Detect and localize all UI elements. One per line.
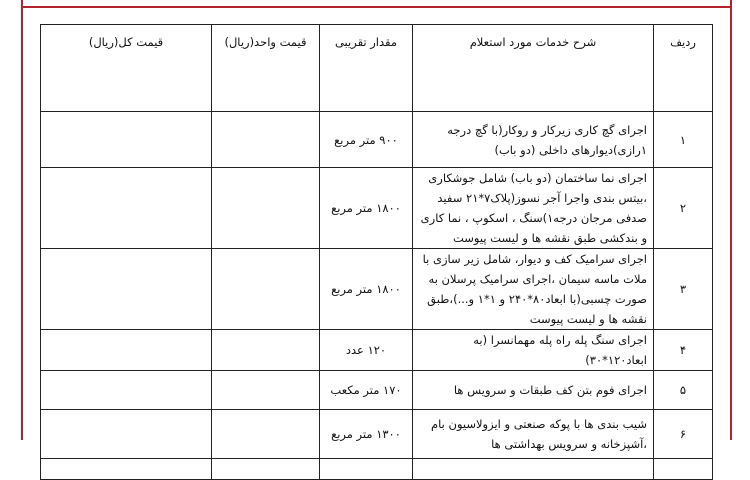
row-description (413, 459, 654, 480)
row-total-price (41, 112, 212, 168)
row-description: اجرای گچ کاری زیرکار و روکار(با گچ درجه ۱رازی)دیوارهای داخلی (دو باب) (413, 112, 654, 168)
row-total-price (41, 459, 212, 480)
row-number: ۵ (654, 371, 713, 410)
row-unit-price (212, 112, 320, 168)
row-number: ۳ (654, 249, 713, 330)
row-number: ۶ (654, 410, 713, 459)
table-row (41, 410, 713, 459)
row-quantity: ۱۸۰۰ متر مربع (320, 249, 413, 330)
row-total-price (41, 371, 212, 410)
page-border-top (21, 0, 732, 8)
row-description: اجرای فوم بتن کف طبقات و سرویس ها (413, 371, 654, 410)
row-unit-price (212, 371, 320, 410)
inquiry-table (40, 24, 713, 480)
header-description: شرح خدمات مورد استعلام (413, 25, 654, 112)
row-unit-price (212, 249, 320, 330)
table-row (41, 168, 713, 249)
row-description: شیب بندی ها با پوکه صنعتی و ایزولاسیون بام ،آشپزخانه و سرویس بهداشتی ها (413, 410, 654, 459)
row-quantity: ۱۸۰۰ متر مربع (320, 168, 413, 249)
header-total-price: قیمت کل(ریال) (41, 25, 212, 112)
row-total-price (41, 168, 212, 249)
row-quantity: ۹۰۰ متر مربع (320, 112, 413, 168)
row-description: اجرای سنگ پله راه پله مهمانسرا (به ابعاد۱۲۰*۳۰) (413, 330, 654, 371)
row-total-price (41, 330, 212, 371)
header-row-no: ردیف (654, 25, 713, 112)
row-quantity: ۱۳۰۰ متر مربع (320, 410, 413, 459)
row-total-price (41, 410, 212, 459)
row-quantity: ۱۷۰ متر مکعب (320, 371, 413, 410)
row-quantity: ۱۲۰ عدد (320, 330, 413, 371)
table-row (41, 330, 713, 371)
table-row (41, 112, 713, 168)
row-unit-price (212, 459, 320, 480)
table-row (41, 371, 713, 410)
row-number: ۲ (654, 168, 713, 249)
header-quantity: مقدار تقریبی (320, 25, 413, 112)
table-row (41, 249, 713, 330)
row-number (654, 459, 713, 480)
row-unit-price (212, 410, 320, 459)
row-description: اجرای نما ساختمان (دو باب) شامل جوشکاری ،بیتس بندی واجرا آجر نسوز(پلاک۷*۲۱ سفید صدفی مرجان درجه۱)سنگ ، اسکوپ ، نما کاری و بندکشی طبق نقشه ها و لیست پیوست (413, 168, 654, 249)
table-header-row (41, 25, 713, 112)
row-number: ۱ (654, 112, 713, 168)
table-row (41, 459, 713, 480)
row-total-price (41, 249, 212, 330)
row-unit-price (212, 330, 320, 371)
row-number: ۴ (654, 330, 713, 371)
row-description: اجرای سرامیک کف و دیوار، شامل زیر سازی با ملات ماسه سیمان ،اجرای سرامیک پرسلان به صورت چسبی(با ابعاد۸۰*۲۴۰ و ۱*۱ و...)،طبق نقشه ها و لیست پیوست (413, 249, 654, 330)
header-unit-price: قیمت واحد(ریال) (212, 25, 320, 112)
row-quantity (320, 459, 413, 480)
row-unit-price (212, 168, 320, 249)
